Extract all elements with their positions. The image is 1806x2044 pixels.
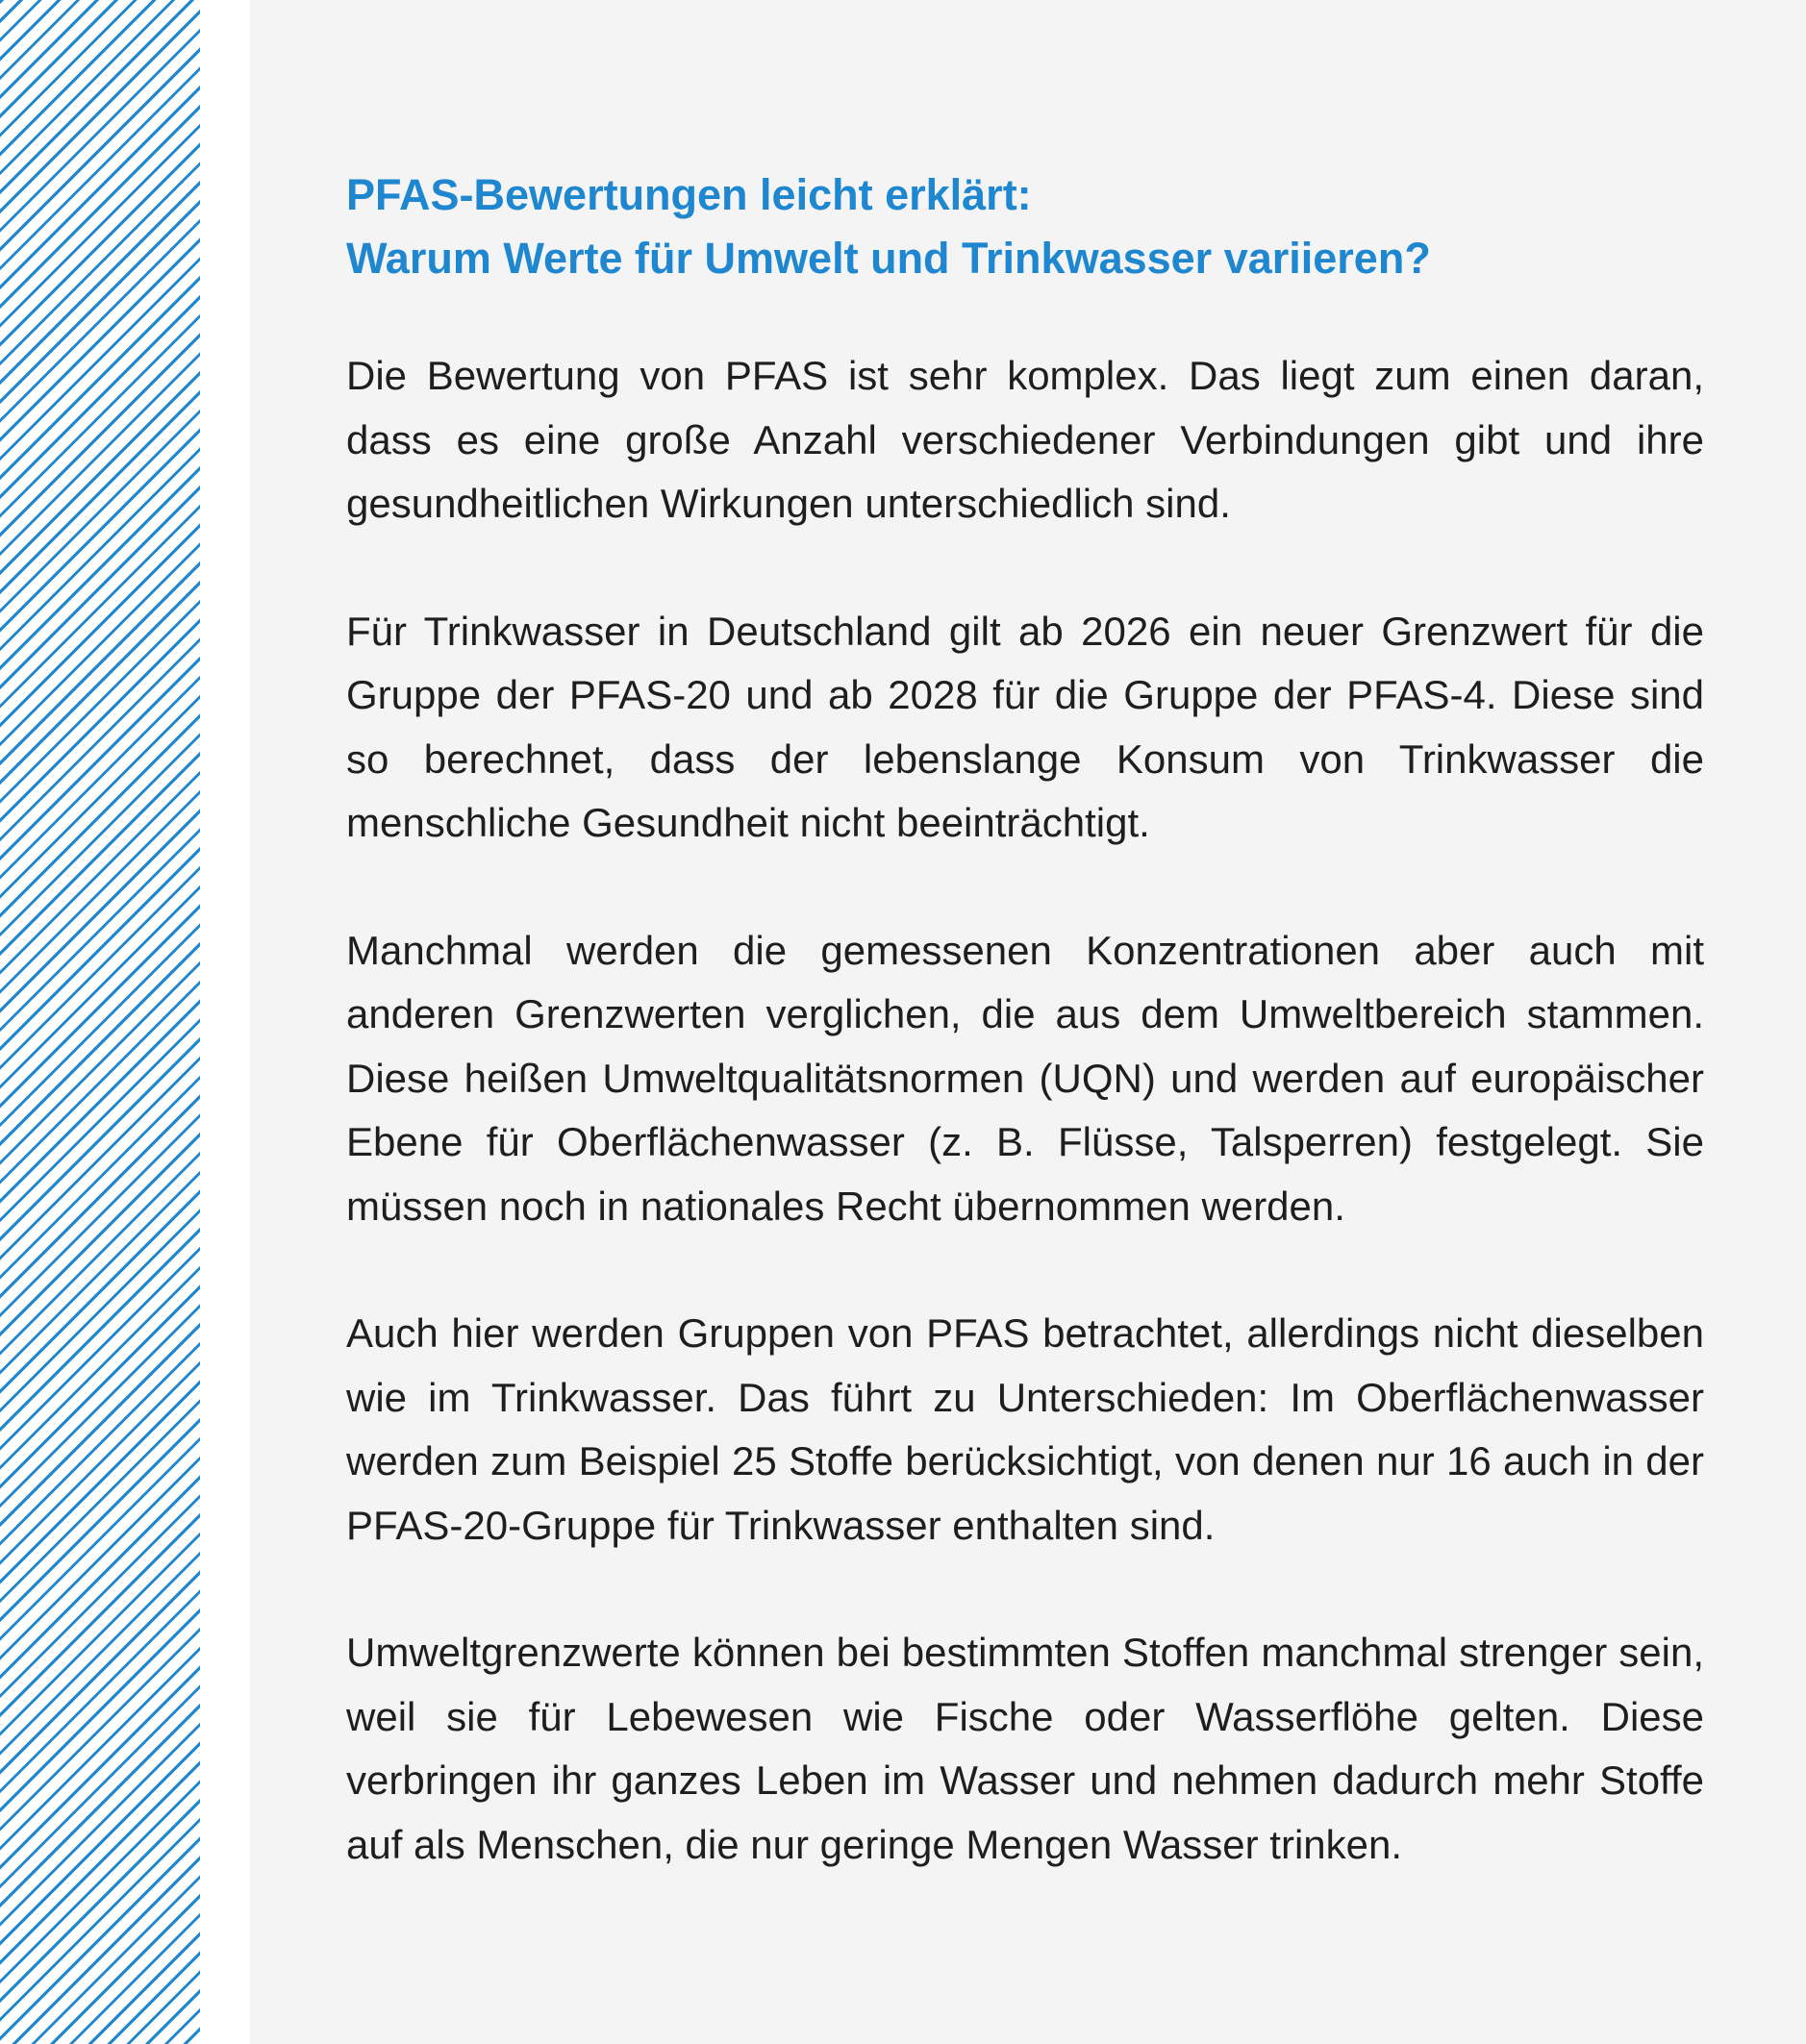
- page-gutter: [200, 0, 250, 2044]
- paragraph-stricter-limits: Umweltgrenzwerte können bei bestimmten Stoffen manchmal strenger sein, weil sie für Lebewesen wie Fische oder Wasserflöhe gelten. Diese verbringen ihr ganzes Leben im Wasser und nehmen dadurch mehr Stoffe auf als Menschen, die nur geringe Mengen Wasser trinken.: [346, 1630, 1704, 1867]
- paragraph-environmental-standards: Manchmal werden die gemessenen Konzentrationen aber auch mit anderen Grenzwerten verglichen, die aus dem Umweltbereich stammen. Diese heißen Umweltqualitätsnormen (UQN) und werden auf europäischer Ebene für Oberflächenwasser (z. B. Flüsse, Talsperren) festgelegt. Sie müssen noch in nationales Recht übernommen werden.: [346, 927, 1704, 1229]
- paragraph-complexity: Die Bewertung von PFAS ist sehr komplex. Das liegt zum einen daran, dass es eine große Anzahl verschiedener Verbindungen gibt und ihre gesundheitlichen Wirkungen unterschiedlich sind.: [346, 353, 1704, 526]
- paragraph-drinking-water-limits: Für Trinkwasser in Deutschland gilt ab 2026 ein neuer Grenzwert für die Gruppe der PFAS-20 und ab 2028 für die Gruppe der PFAS-4. Diese sind so berechnet, dass der lebenslange Konsum von Trinkwasser die menschliche Gesundheit nicht beeinträchtigt.: [346, 608, 1704, 845]
- article-title: [346, 163, 1704, 290]
- title-line-2: Warum Werte für Umwelt und Trinkwasser variieren?: [346, 234, 1431, 283]
- title-line-1: PFAS-Bewertungen leicht erklärt:: [346, 170, 1032, 219]
- decorative-stripes: [0, 0, 200, 2044]
- paragraph-substance-groups: Auch hier werden Gruppen von PFAS betrachtet, allerdings nicht dieselben wie im Trinkwasser. Das führt zu Unterschieden: Im Oberflächenwasser werden zum Beispiel 25 Stoffe berücksichtigt, von denen nur 16 auch in der PFAS-20-Gruppe für Trinkwasser enthalten sind.: [346, 1310, 1704, 1548]
- article-content: [346, 163, 1704, 1940]
